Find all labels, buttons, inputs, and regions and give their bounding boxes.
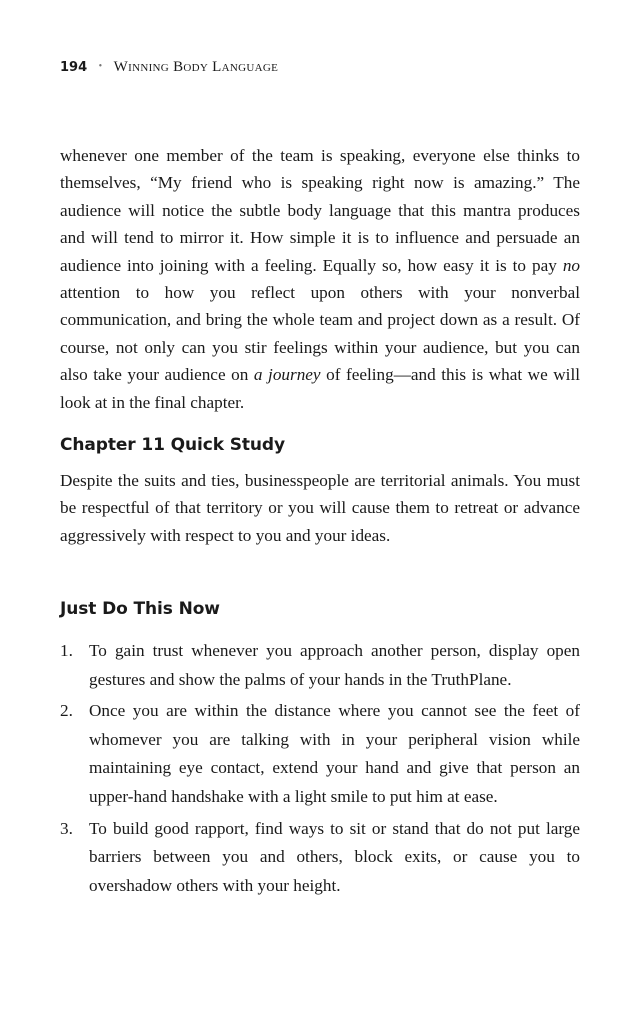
intro-emphasis-a-journey: a journey (253, 365, 321, 385)
list-item (60, 637, 580, 694)
list-item (60, 697, 580, 811)
list-item (60, 815, 580, 901)
just-do-this-heading: Just Do This Now (60, 599, 220, 619)
quick-study-paragraph: Despite the suits and ties, businesspeople are territorial animals. You must be respectful of that territory or you will cause them to retreat or advance aggressively with respect to you and your ideas. (60, 471, 580, 545)
running-head (60, 58, 278, 77)
intro-paragraph-block (60, 142, 580, 416)
list-item-number: 1. (60, 641, 73, 660)
book-title: Winning Body Language (113, 59, 279, 75)
intro-emphasis-no: no (562, 255, 580, 275)
quick-study-block (60, 467, 580, 549)
quick-study-heading: Chapter 11 Quick Study (60, 435, 285, 455)
page-number: 194 (60, 60, 88, 75)
intro-paragraph (60, 142, 580, 416)
list-item-text: To build good rapport, find ways to sit or stand that do not put large barriers between you and others, block exits, or cause you to overshadow others with your height. (89, 818, 580, 895)
intro-text-end: of feeling—and this is what we will look at in the final chapter. (60, 365, 581, 412)
action-list (60, 637, 580, 903)
list-item-text: Once you are within the distance where you cannot see the feet of whomever you are talking with in your peripheral vision while maintaining eye contact, extend your hand and give that person an upper-hand handshake with a light smile to put him at ease. (89, 701, 580, 806)
list-item-number: 2. (60, 701, 73, 721)
intro-text-start: whenever one member of the team is speaking, everyone else thinks to themselves, “My friend who is speaking right now is amazing.” The audience will notice the subtle body language that this mantra produces and will tend to mirror it. How simple it is to influence and persuade an audience into joining with a feeling. Equally so, how easy it is to pay (60, 146, 580, 275)
intro-text-middle: attention to how you reflect upon others with your nonverbal communication, and bring the whole team and project down as a result. Of course, not only can you stir feelings within your audience, but you can also take your audience on (60, 283, 580, 385)
list-item-number: 3. (60, 818, 73, 838)
list-item-text: To gain trust whenever you approach another person, display open gestures and show the palms of your hands in the TruthPlane. (89, 641, 580, 689)
header-separator: • (98, 61, 103, 72)
